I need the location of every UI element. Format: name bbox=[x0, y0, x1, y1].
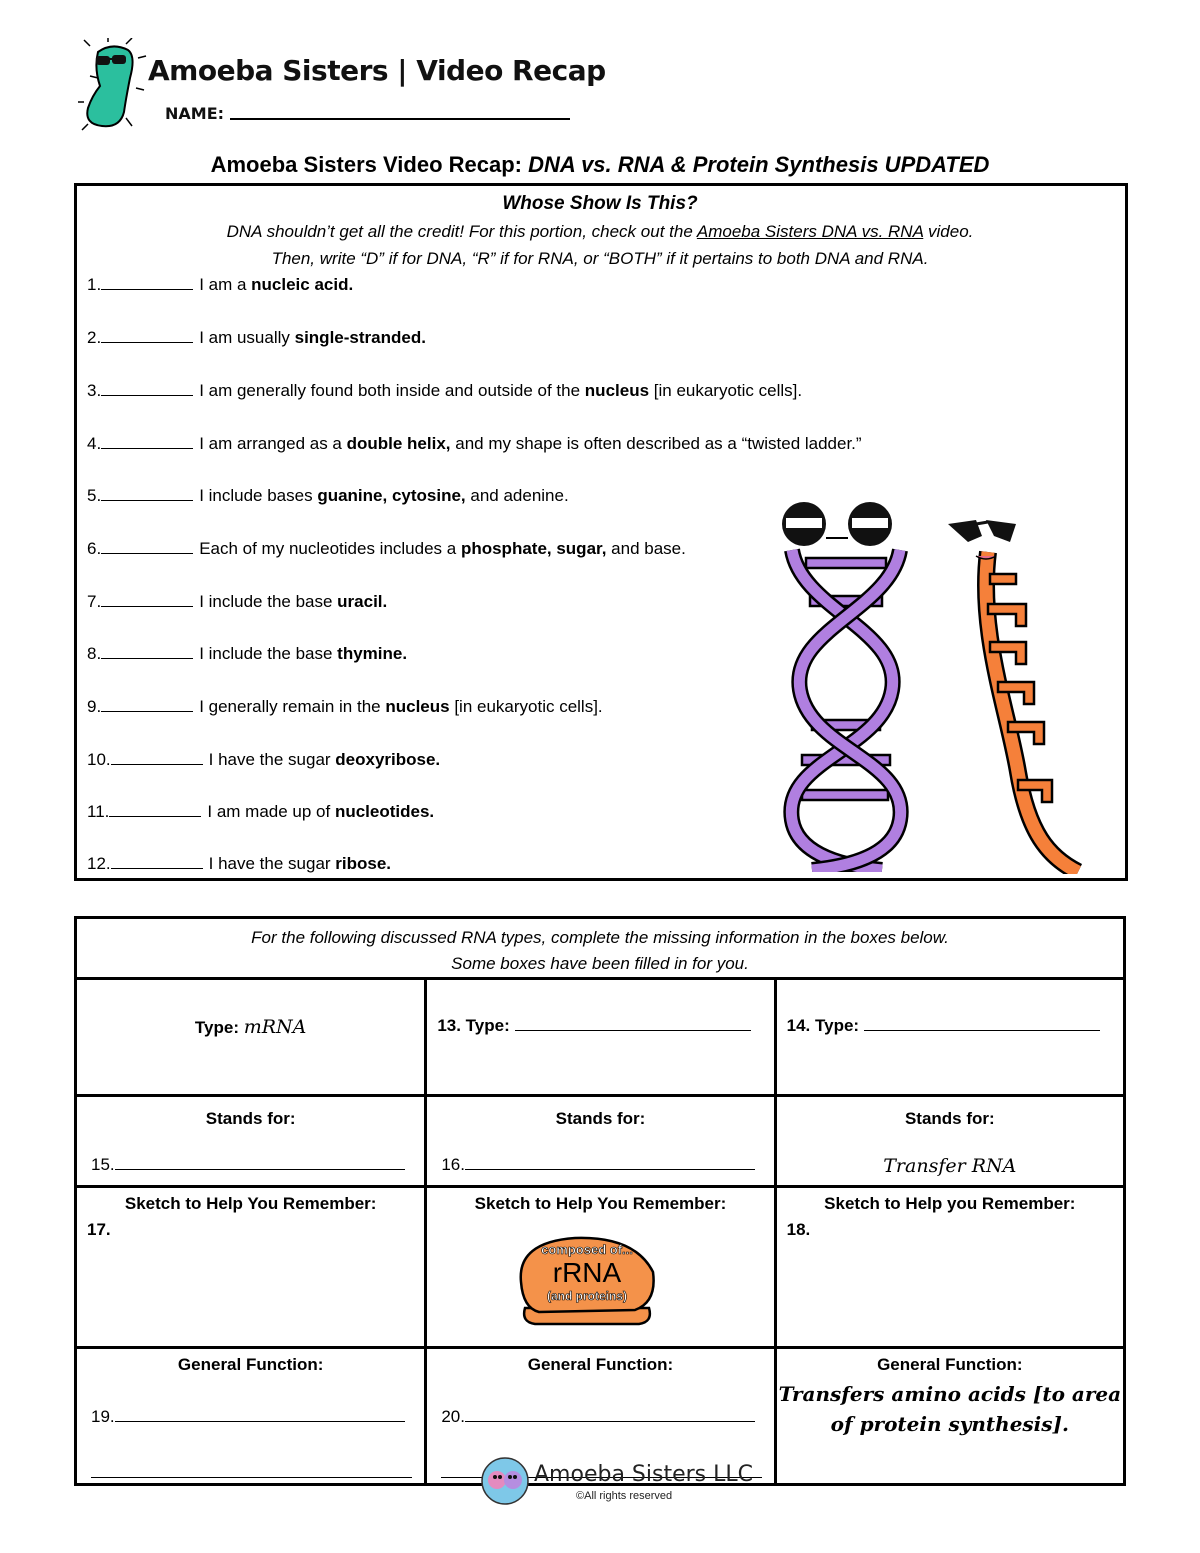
question-16-number: 16. bbox=[441, 1155, 465, 1174]
type-13-blank[interactable] bbox=[515, 1016, 751, 1031]
type-label: Type: bbox=[194, 1018, 239, 1037]
name-label: NAME: bbox=[165, 104, 225, 123]
question-text: I am made up of bbox=[207, 802, 335, 821]
title-prefix: Amoeba Sisters Video Recap: bbox=[210, 152, 529, 177]
question-text: I include the base bbox=[199, 592, 338, 611]
answer-blank[interactable] bbox=[111, 854, 203, 869]
question-text: I generally remain in the bbox=[199, 697, 386, 716]
question-20-number: 20. bbox=[441, 1407, 465, 1426]
question-keyword: nucleic acid. bbox=[251, 275, 354, 294]
amoeba-sisters-logo bbox=[480, 1456, 530, 1506]
question-row bbox=[87, 381, 802, 401]
question-15-blank[interactable] bbox=[115, 1155, 405, 1170]
question-number: 8. bbox=[87, 644, 102, 663]
function-heading: General Function: bbox=[527, 1355, 674, 1374]
question-keyword: nucleus bbox=[584, 381, 650, 400]
sketch-heading: Sketch to Help You Remember: bbox=[474, 1194, 727, 1213]
question-keyword: deoxyribose. bbox=[335, 750, 441, 769]
answer-blank[interactable] bbox=[101, 486, 193, 501]
answer-blank[interactable] bbox=[101, 328, 193, 343]
rrna-proteins-label: (and proteins) bbox=[547, 1289, 628, 1303]
answer-blank[interactable] bbox=[109, 802, 201, 817]
brand-title: Amoeba Sisters | Video Recap bbox=[148, 54, 606, 87]
question-keyword: phosphate, sugar, bbox=[460, 539, 607, 558]
sketch-rrna-cell bbox=[426, 1187, 775, 1348]
stands-for-heading: Stands for: bbox=[904, 1109, 995, 1128]
answer-blank[interactable] bbox=[101, 644, 193, 659]
question-row bbox=[87, 486, 569, 506]
question-row bbox=[87, 644, 407, 664]
table-instructions bbox=[76, 918, 1125, 979]
name-field[interactable] bbox=[230, 118, 570, 120]
question-20-blank[interactable] bbox=[465, 1407, 755, 1422]
title-topic: DNA vs. RNA & Protein Synthesis bbox=[528, 152, 879, 177]
answer-blank[interactable] bbox=[101, 539, 193, 554]
question-keyword: ribose. bbox=[335, 854, 392, 873]
question-text-end: and adenine. bbox=[465, 486, 569, 505]
question-row bbox=[87, 328, 426, 348]
trna-function-line-2: of protein synthesis]. bbox=[830, 1412, 1069, 1436]
sketch-17-cell[interactable] bbox=[76, 1187, 426, 1348]
function-heading: General Function: bbox=[177, 1355, 324, 1374]
question-number: 2. bbox=[87, 328, 102, 347]
question-text: I am usually bbox=[199, 328, 295, 347]
stands-for-16-cell[interactable] bbox=[426, 1096, 775, 1187]
question-19-blank[interactable] bbox=[115, 1407, 405, 1422]
function-19-cell[interactable] bbox=[76, 1348, 426, 1485]
question-keyword: nucleotides. bbox=[334, 802, 435, 821]
question-text: I include the base bbox=[199, 644, 338, 663]
answer-blank[interactable] bbox=[101, 275, 193, 290]
stands-for-15-cell[interactable] bbox=[76, 1096, 426, 1187]
stands-for-trna-cell bbox=[775, 1096, 1124, 1187]
question-19-number: 19. bbox=[91, 1407, 115, 1426]
type-mrna-cell bbox=[76, 979, 426, 1096]
question-16-blank[interactable] bbox=[465, 1155, 755, 1170]
rna-character-illustration bbox=[938, 512, 1098, 874]
question-text: I include bases bbox=[199, 486, 318, 505]
title-suffix: UPDATED bbox=[878, 152, 990, 177]
table-instructions-line-2: Some boxes have been filled in for you. bbox=[451, 954, 749, 973]
stands-for-trna-value: Transfer RNA bbox=[883, 1155, 1017, 1177]
rna-types-table bbox=[74, 916, 1126, 1486]
mascot-logo bbox=[78, 38, 156, 134]
ribosome-sketch bbox=[515, 1232, 659, 1332]
type-14-cell[interactable] bbox=[775, 979, 1124, 1096]
question-row bbox=[87, 434, 862, 454]
question-text: I have the sugar bbox=[208, 750, 336, 769]
type-13-label: 13. Type: bbox=[437, 1016, 510, 1035]
question-text: I am generally found both inside and outside of the bbox=[199, 381, 585, 400]
question-text-end: [in eukaryotic cells]. bbox=[449, 697, 603, 716]
footer-rights bbox=[576, 1490, 672, 1502]
sketch-18-cell[interactable] bbox=[775, 1187, 1124, 1348]
dna-character-illustration bbox=[772, 500, 922, 872]
question-keyword: double helix, bbox=[346, 434, 451, 453]
question-number: 12. bbox=[87, 854, 111, 873]
stands-for-heading: Stands for: bbox=[205, 1109, 296, 1128]
question-row bbox=[87, 697, 603, 717]
trna-function-text bbox=[777, 1379, 1123, 1439]
section-heading: Whose Show Is This? bbox=[502, 193, 698, 214]
sketch-heading: Sketch to Help you Remember: bbox=[824, 1194, 1076, 1213]
sketch-heading: Sketch to Help You Remember: bbox=[124, 1194, 377, 1213]
answer-blank[interactable] bbox=[101, 697, 193, 712]
trna-function-line-1: Transfers amino acids [to area bbox=[778, 1382, 1122, 1406]
question-row bbox=[87, 750, 440, 770]
question-keyword: nucleus bbox=[385, 697, 450, 716]
question-text: Each of my nucleotides includes a bbox=[199, 539, 461, 558]
type-13-cell[interactable] bbox=[426, 979, 775, 1096]
question-keyword: thymine. bbox=[337, 644, 408, 663]
question-18-number: 18. bbox=[786, 1220, 811, 1239]
type-14-blank[interactable] bbox=[864, 1016, 1100, 1031]
question-row bbox=[87, 854, 391, 874]
question-row bbox=[87, 539, 686, 559]
answer-blank[interactable] bbox=[101, 381, 193, 396]
question-text: I am arranged as a bbox=[199, 434, 347, 453]
question-number: 6. bbox=[87, 539, 102, 558]
question-number: 1. bbox=[87, 275, 102, 294]
question-number: 11. bbox=[87, 802, 110, 821]
question-keyword: uracil. bbox=[337, 592, 388, 611]
answer-blank[interactable] bbox=[101, 434, 193, 449]
question-row bbox=[87, 802, 434, 822]
instructions-line-1 bbox=[0, 222, 1200, 242]
question-text: I am a bbox=[199, 275, 252, 294]
question-15-number: 15. bbox=[91, 1155, 115, 1174]
rrna-main-label: rRNA bbox=[553, 1257, 622, 1288]
copyright-icon: © bbox=[576, 1490, 585, 1502]
type-mrna-value: mRNA bbox=[243, 1016, 307, 1038]
function-heading: General Function: bbox=[877, 1355, 1023, 1374]
table-instructions-line-1: For the following discussed RNA types, complete the missing information in the boxes below. bbox=[251, 928, 949, 947]
question-text: I have the sugar bbox=[208, 854, 336, 873]
question-row bbox=[87, 592, 387, 612]
question-number: 7. bbox=[87, 592, 102, 611]
question-19-blank-line-2[interactable] bbox=[91, 1477, 412, 1478]
document-title bbox=[0, 152, 1200, 178]
question-number: 9. bbox=[87, 697, 102, 716]
question-keyword: guanine, cytosine, bbox=[317, 486, 466, 505]
instructions-text-end: video. bbox=[923, 222, 974, 241]
footer-company: Amoeba Sisters LLC bbox=[534, 1462, 753, 1487]
question-text-end: and my shape is often described as a “twisted ladder.” bbox=[450, 434, 862, 453]
question-number: 3. bbox=[87, 381, 102, 400]
question-number: 4. bbox=[87, 434, 102, 453]
question-number: 10. bbox=[87, 750, 111, 769]
instructions-line-2: Then, write “D” if for DNA, “R” if for RNA, or “BOTH” if it pertains to both DNA and RNA. bbox=[271, 249, 929, 268]
video-link[interactable]: Amoeba Sisters DNA vs. RNA bbox=[696, 222, 924, 241]
answer-blank[interactable] bbox=[101, 592, 193, 607]
question-17-number: 17. bbox=[87, 1220, 111, 1239]
rrna-composed-label: composed of... bbox=[541, 1242, 634, 1257]
question-number: 5. bbox=[87, 486, 102, 505]
stands-for-heading: Stands for: bbox=[555, 1109, 646, 1128]
type-14-label: 14. Type: bbox=[786, 1016, 860, 1035]
question-row bbox=[87, 275, 353, 295]
question-text-end: and base. bbox=[606, 539, 686, 558]
footer-rights-text: All rights reserved bbox=[584, 1490, 673, 1502]
answer-blank[interactable] bbox=[111, 750, 203, 765]
instructions-text: DNA shouldn’t get all the credit! For this portion, check out the bbox=[226, 222, 697, 241]
question-text-end: [in eukaryotic cells]. bbox=[649, 381, 803, 400]
question-keyword: single-stranded. bbox=[294, 328, 426, 347]
function-trna-cell bbox=[775, 1348, 1124, 1485]
